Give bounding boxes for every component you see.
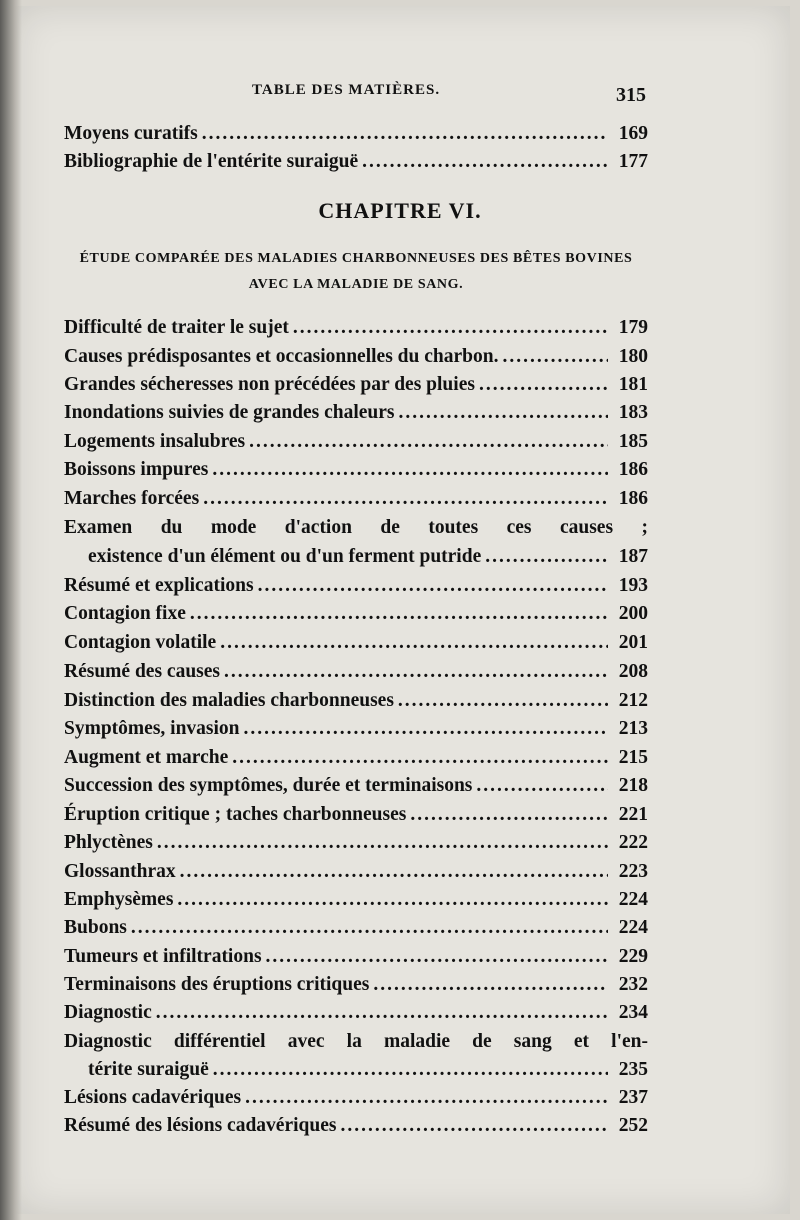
dot-leader	[157, 829, 608, 857]
toc-entry-label: Distinction des maladies charbonneuses	[64, 690, 394, 711]
chapter-title: CHAPITRE VI.	[318, 198, 482, 223]
chapter-subtitle-line: AVEC LA MALADIE DE SANG.	[248, 277, 464, 292]
toc-entry-page-number: 213	[618, 718, 648, 739]
toc-entry	[64, 343, 648, 371]
dot-leader	[340, 1112, 608, 1140]
toc-entry	[64, 687, 648, 715]
dot-leader	[476, 772, 608, 800]
toc-entry: Moyens curatifs ..... 169	[64, 120, 648, 148]
toc-entry-label: Boissons impures	[64, 459, 209, 480]
toc-entry-page-number: 185	[618, 431, 648, 452]
toc-entry-label: Causes prédisposantes et occasionnelles du charbon.	[64, 346, 499, 367]
dot-leader	[213, 1056, 608, 1084]
toc-entry	[64, 1084, 648, 1112]
toc-entry	[64, 658, 648, 686]
toc-entry-label: Lésions cadavériques	[64, 1087, 242, 1108]
toc-entry-page-number: 180	[618, 346, 648, 367]
toc-entry	[64, 1112, 648, 1140]
dot-leader	[373, 971, 608, 999]
toc-entry-page-number: 224	[618, 917, 648, 938]
toc-entry-label: Succession des symptômes, durée et terminaisons	[64, 775, 473, 796]
toc-entry-page-number: 224	[618, 889, 648, 910]
toc-entry	[64, 801, 648, 829]
dot-leader	[244, 715, 608, 743]
toc-entry-page-number: 208	[618, 661, 648, 682]
chapter-subtitle-line: ÉTUDE COMPARÉE DES MALADIES CHARBONNEUSES DES BÊTES BOVINES	[79, 251, 633, 266]
toc-entry-page-number: 215	[618, 747, 648, 768]
toc-entry	[64, 456, 648, 484]
toc-entry-page-number: 181	[618, 374, 648, 395]
dot-leader	[190, 600, 608, 628]
dot-leader	[180, 858, 608, 886]
toc-entry-page-number: 222	[618, 832, 648, 853]
toc-entry	[64, 1028, 648, 1056]
toc-entry-label: Difficulté de traiter le sujet	[64, 317, 289, 338]
toc-entry-label: Inondations suivies de grandes chaleurs	[64, 402, 395, 423]
toc-entry	[64, 858, 648, 886]
toc-entry	[64, 772, 648, 800]
dot-leader	[245, 1084, 608, 1112]
toc-entry-label: Emphysèmes	[64, 889, 174, 910]
toc-entry	[64, 971, 648, 999]
toc-entry-label: Contagion volatile	[64, 632, 217, 653]
dot-leader	[398, 399, 608, 427]
toc-entry-label: Examen du mode d'action de toutes ces causes ;	[64, 517, 648, 538]
toc-entry	[64, 514, 648, 542]
toc-entry	[64, 715, 648, 743]
toc-entry	[64, 886, 648, 914]
dot-leader	[410, 801, 608, 829]
dot-leader	[177, 886, 608, 914]
toc-entry-label: Terminaisons des éruptions critiques	[64, 974, 370, 995]
toc-entry-label: Symptômes, invasion	[64, 718, 240, 739]
toc-entry	[64, 399, 648, 427]
toc-entry-label: Résumé des lésions cadavériques	[64, 1115, 337, 1136]
dot-leader	[266, 943, 608, 971]
toc-entry	[88, 1056, 648, 1084]
toc-entry-page-number: 183	[618, 402, 648, 423]
toc-entry-label: Glossanthrax	[64, 861, 176, 882]
dot-leader	[362, 148, 608, 176]
toc-entry-page-number: 232	[618, 974, 648, 995]
toc-entry	[64, 371, 648, 399]
dot-leader	[232, 744, 608, 772]
toc-entry-label: Phlyctènes	[64, 832, 153, 853]
dot-leader	[224, 658, 608, 686]
toc-entry	[64, 943, 648, 971]
toc-entry-page-number: 200	[618, 603, 648, 624]
toc-entry-page-number: 229	[618, 946, 648, 967]
toc-entry-label: Résumé des causes	[64, 661, 220, 682]
toc-entry	[64, 428, 648, 456]
dot-leader	[479, 371, 608, 399]
toc-entry	[64, 829, 648, 857]
toc-entry-page-number: 218	[618, 775, 648, 796]
dot-leader	[203, 485, 608, 513]
toc-entry-page-number: 186	[618, 459, 648, 480]
toc-entry	[64, 914, 648, 942]
toc-entry	[64, 572, 648, 600]
dot-leader	[131, 914, 608, 942]
toc-entry-label: Logements insalubres	[64, 431, 246, 452]
toc-entry-label: Résumé et explications	[64, 575, 254, 596]
toc-entry-label: térite suraiguë	[88, 1059, 209, 1080]
toc-entry-label: Diagnostic	[64, 1002, 152, 1023]
toc-entry	[88, 543, 648, 571]
toc-entry-label: existence d'un élément ou d'un ferment putride	[88, 546, 482, 567]
dot-leader	[258, 572, 608, 600]
dot-leader	[293, 314, 608, 342]
toc-entry-page-number: 237	[618, 1087, 648, 1108]
toc-entry: Bibliographie de l'entérite suraiguë ..... 177	[64, 148, 648, 176]
dot-leader	[502, 343, 608, 371]
dot-leader	[220, 629, 608, 657]
book-spine-shadow	[0, 0, 22, 1220]
running-title: TABLE DES MATIÈRES.	[252, 82, 441, 98]
toc-entry-page-number: 223	[618, 861, 648, 882]
toc-entry	[64, 314, 648, 342]
toc-entry-page-number: 186	[618, 488, 648, 509]
toc-entry-page-number: 179	[618, 317, 648, 338]
toc-entry-label: Éruption critique ; taches charbonneuses	[64, 804, 407, 825]
toc-entry-label: Augment et marche	[64, 747, 229, 768]
chapter-subtitle	[62, 246, 650, 298]
toc-entry-label: Grandes sécheresses non précédées par des pluies	[64, 374, 475, 395]
toc-entry	[64, 629, 648, 657]
dot-leader	[485, 543, 608, 571]
toc-entry	[64, 744, 648, 772]
toc-entry-page-number: 235	[618, 1059, 648, 1080]
toc-entry-page-number: 212	[618, 690, 648, 711]
toc-entry-page-number: 187	[618, 546, 648, 567]
toc-entry-page-number: 234	[618, 1002, 648, 1023]
toc-entry-page-number: 252	[618, 1115, 648, 1136]
dot-leader	[156, 999, 608, 1027]
toc-entry-page-number: 221	[618, 804, 648, 825]
page-number: 315	[616, 84, 646, 106]
toc-entry-label: Contagion fixe	[64, 603, 186, 624]
toc-entry-label: Bubons	[64, 917, 127, 938]
dot-leader	[398, 687, 608, 715]
toc-entry-label: Tumeurs et infiltrations	[64, 946, 262, 967]
toc-entry-label: Diagnostic différentiel avec la maladie de sang et l'en-	[64, 1031, 648, 1052]
toc-entry-page-number: 201	[618, 632, 648, 653]
toc-entry-page-number: 193	[618, 575, 648, 596]
toc-entry	[64, 999, 648, 1027]
toc-entry-label: Marches forcées	[64, 488, 200, 509]
dot-leader	[249, 428, 608, 456]
dot-leader	[202, 120, 608, 148]
toc-entry	[64, 485, 648, 513]
dot-leader	[212, 456, 608, 484]
toc-entry	[64, 600, 648, 628]
